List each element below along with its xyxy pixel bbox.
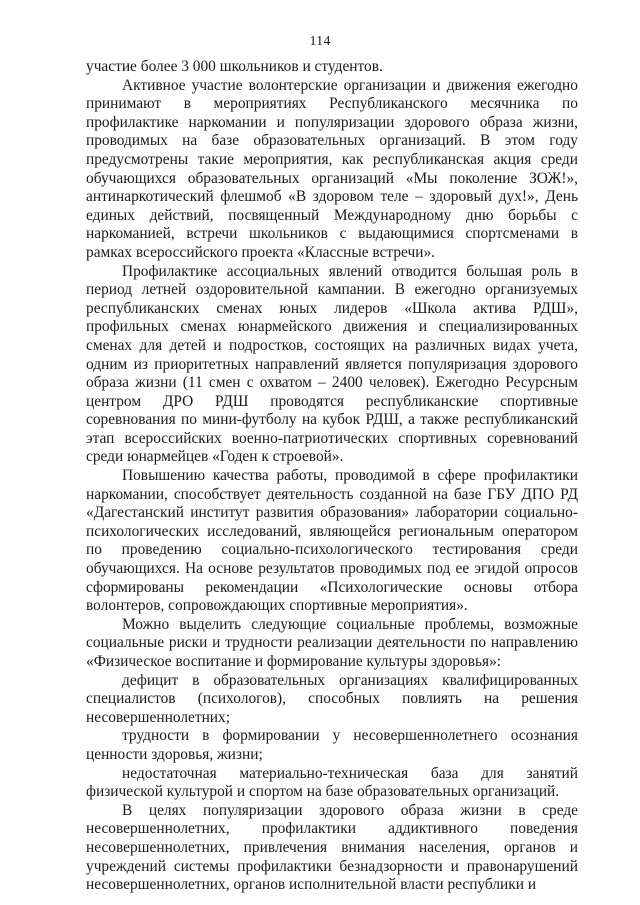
paragraph-volunteer-activities: Активное участие волонтерские организации и движения ежегодно принимают в мероприятиях Республиканского месячника по профилактике наркомании и популяризации здорового образа жизни, проводимых на базе образовательных организаций. В этом году предусмотрены такие мероприятия, как республиканская акция среди обучающихся образовательных организаций «Мы поколение ЗОЖ!», антинаркотический флешмоб «В здоровом теле – здоровый дух!», День единых действий, посвященный Международному дню борьбы с наркоманией, встречи школьников с выдающимися спортсменами в рамках всероссийского проекта «Классные встречи».: [86, 76, 578, 261]
page-number: 114: [309, 34, 331, 49]
paragraph-healthy-lifestyle-goals: В целях популяризации здорового образа жизни в среде несовершеннолетних, профилактики аддиктивного поведения несовершеннолетних, привлечения внимания населения, органов и учреждений системы профилактики безнадзорности и правонарушений несовершеннолетних, органов исполнительной власти республики и: [86, 801, 578, 894]
list-item-specialist-deficit: дефицит в образовательных организациях квалифицированных специалистов (психологов), способных повлиять на решения несовершеннолетних;: [86, 671, 578, 726]
list-item-material-base: недостаточная материально-техническая база для занятий физической культурой и спортом на базе образовательных организаций.: [86, 764, 578, 801]
paragraph-problems-intro: Можно выделить следующие социальные проблемы, возможные социальные риски и трудности реализации деятельности по направлению «Физическое воспитание и формирование культуры здоровья»:: [86, 615, 578, 670]
paragraph-psychology-lab: Повышению качества работы, проводимой в сфере профилактики наркомании, способствует деятельность созданной на базе ГБУ ДПО РД «Дагестанский институт развития образования» лаборатории социально-психологических исследований, являющейся региональным оператором по проведению социально-психологического тестирования среди обучающихся. На основе результатов проводимых под ее эгидой опросов сформированы рекомендации «Психологические основы отбора волонтеров, сопровождающих спортивные мероприятия».: [86, 467, 578, 615]
paragraph-continuation: участие более 3 000 школьников и студентов.: [86, 58, 383, 75]
list-item-health-awareness: трудности в формировании у несовершеннолетнего осознания ценности здоровья, жизни;: [86, 727, 578, 763]
document-body: [86, 58, 578, 895]
paragraph-summer-campaign: Профилактике ассоциальных явлений отводится большая роль в период летней оздоровительной кампании. В ежегодно организуемых республиканских сменах юных лидеров «Школа актива РДШ», профильных сменах юнармейского движения и специализированных сменах для детей и подростков, состоящих на различных видах учета, одним из приоритетных направлений является популяризация здорового образа жизни (11 смен с охватом – 2400 человек). Ежегодно Ресурсным центром ДРО РДШ проводятся республиканские спортивные соревнования по мини-футболу на кубок РДШ, а также республиканский этап всероссийских военно-патриотических спортивных соревнований среди юнармейцев «Годен к строевой».: [86, 262, 578, 466]
